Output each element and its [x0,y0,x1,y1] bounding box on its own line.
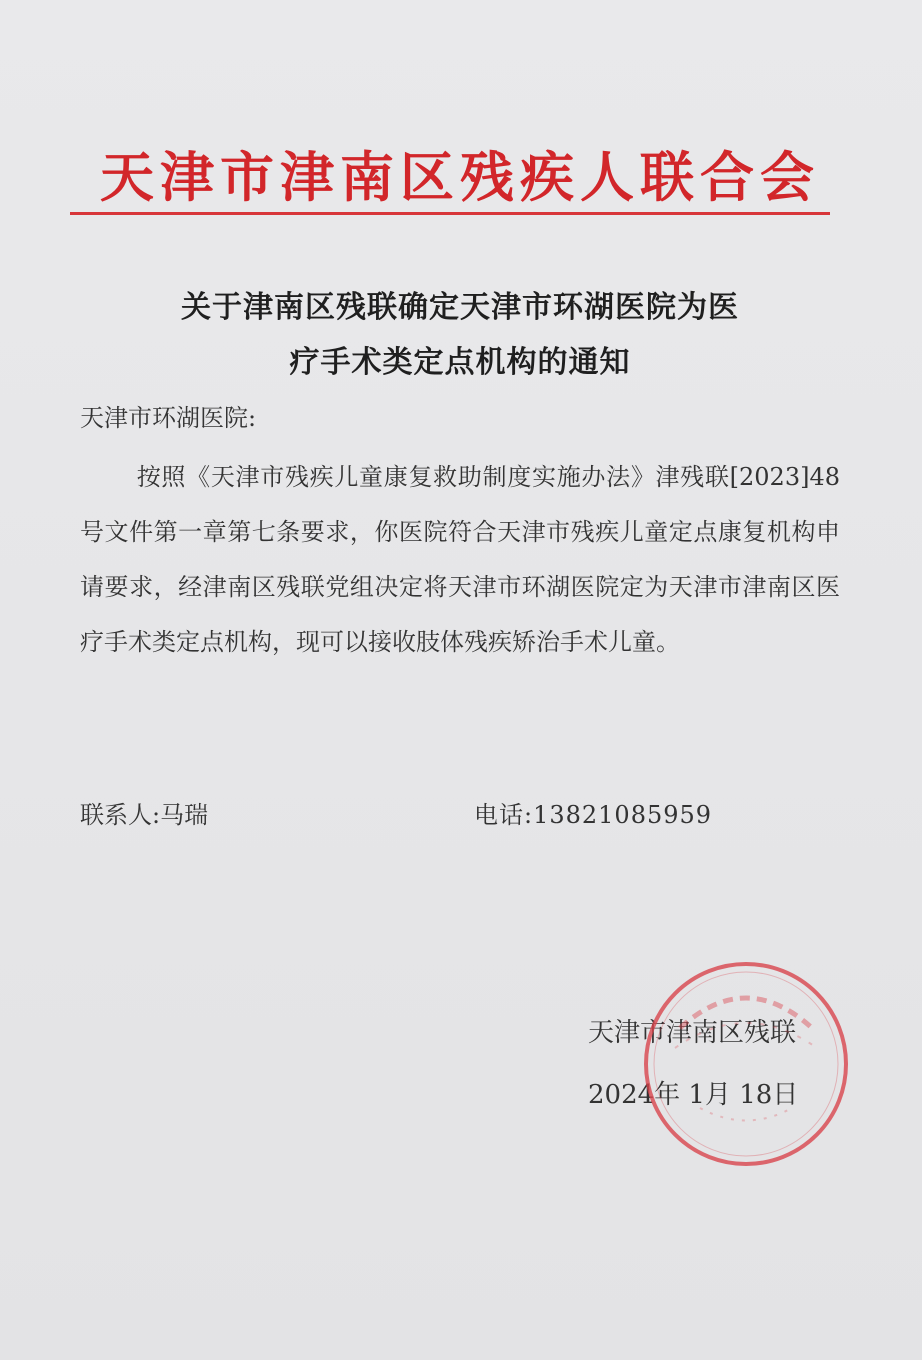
issue-date: 2024年 1月 18日 [588,1080,799,1110]
body-paragraph [80,450,840,670]
contact-person: 联系人:马瑞 [80,801,209,829]
official-seal-icon [640,958,852,1170]
salutation: 天津市环湖医院: [80,404,257,432]
issuer-name: 天津市津南区残联 [588,1018,797,1048]
contact-phone: 电话:13821085959 [474,801,713,829]
body-text: 按照《天津市残疾儿童康复救助制度实施办法》津残联[2023]48 号文件第一章第七条要求，你医院符合天津市残疾儿童定点康复机构申请要求，经津南区残联党组决定将天津市环湖医院定为天津市津南区医疗手术类定点机构，现可以接收肢体残疾矫治手术儿童。 [80,463,840,656]
letterhead-red-rule [70,212,830,215]
letterhead-title: 天津市津南区残疾人联合会 [100,146,820,209]
document-title-line-2: 疗手术类定点机构的通知 [289,345,631,380]
document-title-line-1: 关于津南区残联确定天津市环湖医院为医 [181,290,739,325]
